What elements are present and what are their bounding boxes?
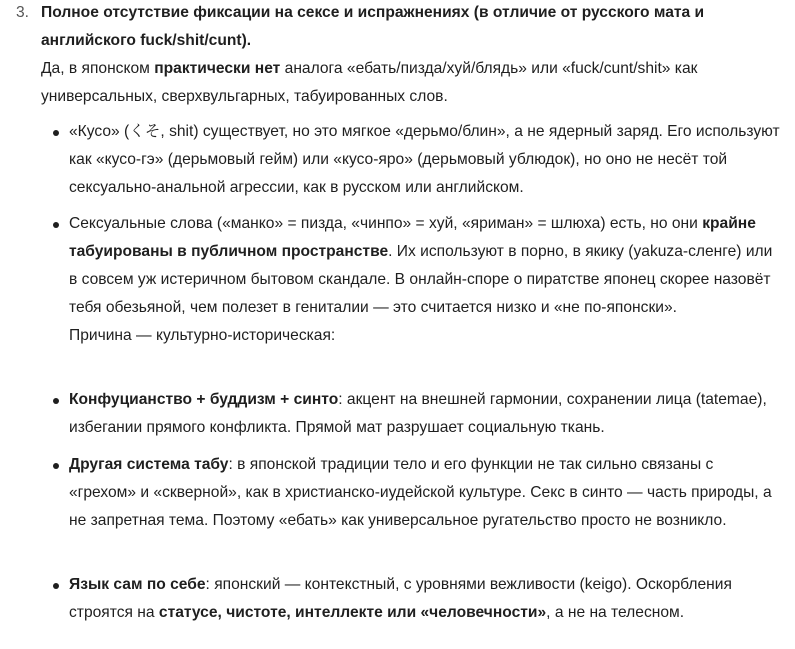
bullet-sexual-words — [69, 210, 784, 350]
bullet-text-1: : японский — контекстный, с уровнями вежливости (keigo). Оскорбления строятся на — [69, 576, 732, 621]
bullet-language — [69, 571, 784, 627]
bullet-bold-2: статусе, чистоте, интеллекте или «человечности» — [158, 604, 547, 621]
intro-text-2: аналога «ебать/пизда/хуй/блядь» или «fuck/cunt/shit» как универсальных, сверхвульгарных, табуированных слов. — [41, 60, 698, 105]
bullet-text-1: Сексуальные слова («манко» = пизда, «чинпо» = хуй, «яриман» = шлюха) есть, но они — [69, 215, 703, 232]
bullet-dot — [53, 398, 59, 404]
bullet-kuso — [69, 118, 784, 202]
bullet-bold: крайне табуированы в публичном пространстве — [69, 215, 756, 260]
bullet-dot — [53, 463, 59, 469]
bullet-dot — [53, 222, 59, 228]
bullet-confucianism — [69, 386, 784, 442]
bullet-bold: Конфуцианство + буддизм + синто — [69, 391, 339, 408]
bullet-text: : акцент на внешней гармонии, сохранении лица (tatemae), избегании прямого конфликта. Прямой мат разрушает социальную ткань. — [69, 391, 767, 436]
bullet-dot — [53, 130, 59, 136]
bullet-dot — [53, 583, 59, 589]
bullet-text: «Кусо» (くそ, shit) существует, но это мягкое «дерьмо/блин», а не ядерный заряд. Его используют как «кусо-гэ» (дерьмовый гейм) или «кусо-яро» (дерьмовый ублюдок), но оно не несёт той сексуально-анальной агрессии, как в русском или английском. — [69, 123, 780, 196]
intro-bold: практически нет — [154, 60, 281, 77]
intro-text-1: Да, в японском — [41, 60, 155, 77]
bullet-bold: Другая система табу — [69, 456, 229, 473]
bullet-subline: Причина — культурно-историческая: — [69, 327, 336, 344]
item-heading — [41, 0, 781, 55]
bullet-taboo-system — [69, 451, 784, 535]
bullet-text-2: . Их используют в порно, в якику (yakuza-сленге) или в совсем уж истеричном бытовом скандале. В онлайн-споре о пиратстве японец скорее назовёт тебя обезьяной, чем полезет в гениталии — это считается низко и «не по-японски». — [69, 243, 773, 316]
heading-line-1: Полное отсутствие фиксации на сексе и испражнениях (в отличие от русского мата и — [41, 4, 705, 21]
item-intro — [41, 55, 781, 111]
heading-line-2: английского fuck/shit/cunt). — [41, 32, 252, 49]
bullet-bold-1: Язык сам по себе — [69, 576, 206, 593]
list-number: 3. — [16, 4, 30, 21]
bullet-text-2: , а не на телесном. — [546, 604, 685, 621]
bullet-text: : в японской традиции тело и его функции не так сильно связаны с «грехом» и «скверной», как в христианско-иудейской культуре. Секс в синто — часть природы, а не запретная тема. Поэтому «ебать» как универсальное ругательство просто не возникло. — [69, 456, 772, 529]
